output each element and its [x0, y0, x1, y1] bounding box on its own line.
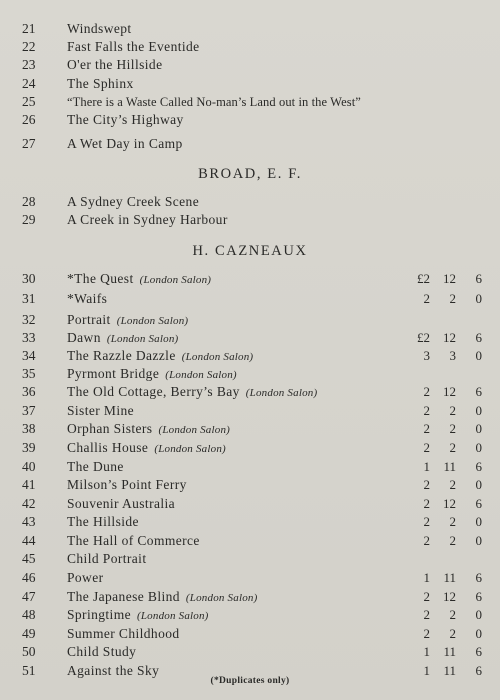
list-item: [0, 75, 500, 93]
price-pounds: 2: [423, 607, 430, 622]
list-item: [0, 56, 500, 74]
price-pounds: 2: [423, 440, 430, 455]
exhibition-note: (London Salon): [185, 592, 258, 604]
price-shillings: 12: [443, 330, 456, 345]
list-item: [0, 365, 500, 383]
price-shillings: 2: [449, 607, 456, 622]
item-title: [67, 290, 107, 308]
price-shillings: 2: [449, 403, 456, 418]
item-number: 37: [22, 403, 36, 418]
exhibition-note: (London Salon): [154, 443, 226, 455]
price-pounds: 2: [423, 589, 430, 604]
price-pounds: 1: [423, 663, 430, 678]
item-number: 36: [22, 384, 36, 399]
exhibition-note: (London Salon): [245, 387, 318, 399]
item-title: [67, 270, 211, 289]
price-shillings: 2: [449, 291, 456, 306]
price-pence: 0: [475, 477, 482, 492]
price-pence: 0: [475, 348, 482, 363]
item-number: 38: [22, 421, 36, 436]
price-pence: 6: [475, 496, 482, 511]
item-title-text: *Waifs: [67, 291, 108, 306]
list-item: [0, 458, 500, 476]
list-item: [0, 532, 500, 550]
item-number: 25: [22, 94, 36, 109]
price-shillings: 2: [449, 440, 456, 455]
list-item: [0, 439, 500, 457]
list-item: [0, 569, 500, 587]
list-item: [0, 93, 500, 111]
price-pounds: 2: [423, 496, 430, 511]
price-shillings: 2: [449, 514, 456, 529]
item-number: 50: [22, 644, 36, 659]
list-item: [0, 625, 500, 643]
item-title-text: Sister Mine: [67, 403, 135, 418]
item-number: 35: [22, 366, 36, 381]
price-pence: 6: [475, 589, 482, 604]
item-number: 28: [22, 194, 36, 209]
price-shillings: 11: [443, 644, 456, 659]
list-item: [0, 211, 500, 229]
price-pounds: 2: [423, 533, 430, 548]
item-title: [67, 643, 136, 661]
list-item: [0, 270, 500, 288]
list-item: [0, 495, 500, 513]
item-title-text: Orphan Sisters: [67, 421, 153, 436]
item-title: [67, 365, 237, 384]
item-title: [67, 569, 104, 587]
item-number: 34: [22, 348, 36, 363]
item-title-text: Power: [67, 570, 104, 585]
item-title-text: Portrait: [67, 312, 111, 327]
item-number: 49: [22, 626, 36, 641]
price-pence: 6: [475, 271, 482, 286]
item-title: A Sydney Creek Scene: [67, 194, 200, 209]
item-number: 33: [22, 330, 36, 345]
item-number: 22: [22, 39, 36, 54]
exhibition-note: (London Salon): [158, 424, 231, 436]
price-pounds: 2: [423, 477, 430, 492]
item-number: 26: [22, 112, 36, 127]
item-number: 32: [22, 312, 36, 327]
item-number: 21: [22, 21, 36, 36]
item-title-text: The Japanese Blind: [67, 589, 180, 604]
list-item: [0, 38, 500, 56]
item-number: 46: [22, 570, 36, 585]
list-item: [0, 476, 500, 494]
price-pounds: 1: [423, 570, 430, 585]
item-title-text: The Old Cottage, Berry’s Bay: [67, 384, 240, 399]
item-title: O'er the Hillside: [67, 57, 163, 72]
item-number: 30: [22, 271, 36, 286]
item-title-text: Child Portrait: [67, 551, 147, 566]
list-item: [0, 606, 500, 624]
exhibitor-heading: BROAD, E. F.: [198, 166, 302, 182]
list-item: [0, 329, 500, 347]
item-number: 29: [22, 212, 36, 227]
item-title: The City’s Highway: [67, 112, 184, 127]
price-shillings: 12: [443, 384, 456, 399]
price-pence: 0: [475, 291, 482, 306]
item-number: 47: [22, 589, 36, 604]
price-pounds: 2: [423, 291, 430, 306]
item-title: The Sphinx: [67, 76, 134, 91]
item-title: [67, 439, 226, 458]
item-title: [67, 532, 200, 550]
price-pence: 0: [475, 440, 482, 455]
item-title: A Creek in Sydney Harbour: [67, 212, 228, 227]
item-title-text: Challis House: [67, 440, 149, 455]
exhibition-note: (London Salon): [181, 351, 254, 363]
item-title: [67, 550, 146, 568]
item-number: 31: [22, 291, 36, 306]
item-title: [67, 402, 134, 420]
price-pounds: 2: [423, 626, 430, 641]
list-item: [0, 550, 500, 568]
item-title-text: Child Study: [67, 644, 137, 659]
list-item: [0, 402, 500, 420]
item-title: A Wet Day in Camp: [67, 136, 183, 151]
price-pounds: 1: [423, 644, 430, 659]
price-pence: 6: [475, 459, 482, 474]
item-title: [67, 347, 253, 366]
item-title: [67, 458, 124, 476]
price-shillings: 11: [443, 459, 456, 474]
exhibition-note: (London Salon): [137, 610, 209, 622]
price-shillings: 2: [449, 421, 456, 436]
price-pence: 6: [475, 663, 482, 678]
price-pence: 6: [475, 384, 482, 399]
item-number: 43: [22, 514, 36, 529]
item-title: [67, 495, 175, 513]
price-pounds: £2: [417, 271, 430, 286]
item-title: [67, 311, 188, 330]
list-item: [0, 588, 500, 606]
item-title: [67, 606, 209, 625]
exhibition-note: (London Salon): [116, 315, 189, 327]
price-shillings: 2: [449, 533, 456, 548]
list-item: [0, 420, 500, 438]
item-number: 51: [22, 663, 36, 678]
price-pounds: 2: [423, 421, 430, 436]
price-pence: 0: [475, 421, 482, 436]
item-number: 44: [22, 533, 36, 548]
item-number: 27: [22, 136, 36, 151]
price-shillings: 12: [443, 271, 456, 286]
list-item: [0, 643, 500, 661]
price-shillings: 11: [443, 663, 456, 678]
price-shillings: 2: [449, 477, 456, 492]
item-title: [67, 625, 180, 643]
list-item: [0, 20, 500, 38]
item-title: [67, 420, 230, 439]
list-item: [0, 135, 500, 153]
price-pounds: £2: [417, 330, 430, 345]
item-title-text: The Hall of Commerce: [67, 533, 200, 548]
item-title: [67, 588, 257, 607]
item-title: Windswept: [67, 21, 132, 36]
price-pence: 0: [475, 626, 482, 641]
exhibition-note: (London Salon): [165, 369, 237, 381]
item-title-text: Pyrmont Bridge: [67, 366, 160, 381]
price-pence: 0: [475, 533, 482, 548]
price-pounds: 2: [423, 403, 430, 418]
item-title-text: The Razzle Dazzle: [67, 348, 176, 363]
item-title-text: Milson’s Point Ferry: [67, 477, 187, 492]
price-pence: 6: [475, 644, 482, 659]
item-number: 45: [22, 551, 36, 566]
item-title-text: Souvenir Australia: [67, 496, 176, 511]
item-number: 48: [22, 607, 36, 622]
list-item: [0, 513, 500, 531]
price-shillings: 12: [443, 589, 456, 604]
list-item: [0, 311, 500, 329]
price-pounds: 2: [423, 384, 430, 399]
item-number: 40: [22, 459, 36, 474]
price-pence: 0: [475, 514, 482, 529]
item-number: 41: [22, 477, 36, 492]
item-title-text: The Hillside: [67, 514, 139, 529]
item-number: 42: [22, 496, 36, 511]
list-item: [0, 383, 500, 401]
item-title: [67, 383, 317, 402]
item-title-text: *The Quest: [67, 271, 134, 286]
list-item: [0, 290, 500, 308]
exhibitor-heading: H. CAZNEAUX: [192, 243, 308, 259]
price-shillings: 11: [443, 570, 456, 585]
exhibition-note: (London Salon): [106, 333, 179, 345]
price-shillings: 12: [443, 496, 456, 511]
item-title: [67, 513, 139, 531]
item-title-text: Dawn: [67, 330, 101, 345]
price-pence: 0: [475, 403, 482, 418]
exhibition-note: (London Salon): [139, 274, 212, 286]
price-pence: 6: [475, 570, 482, 585]
item-number: 39: [22, 440, 36, 455]
price-shillings: 3: [449, 348, 456, 363]
item-number: 24: [22, 76, 36, 91]
price-pounds: 2: [423, 514, 430, 529]
item-title-text: The Dune: [67, 459, 124, 474]
price-pence: 6: [475, 330, 482, 345]
item-number: 23: [22, 57, 36, 72]
item-title-text: Springtime: [67, 607, 131, 622]
footnote: (*Duplicates only): [210, 676, 290, 686]
list-item: [0, 347, 500, 365]
list-item: [0, 111, 500, 129]
item-title: [67, 329, 178, 348]
item-title-text: Against the Sky: [67, 663, 160, 678]
item-title: “There is a Waste Called No-man’s Land out in the West”: [67, 95, 361, 109]
item-title: [67, 476, 187, 494]
list-item: [0, 193, 500, 211]
price-shillings: 2: [449, 626, 456, 641]
item-title-text: Summer Childhood: [67, 626, 180, 641]
item-title: Fast Falls the Eventide: [67, 39, 200, 54]
price-pounds: 1: [423, 459, 430, 474]
price-pounds: 3: [423, 348, 430, 363]
price-pence: 0: [475, 607, 482, 622]
